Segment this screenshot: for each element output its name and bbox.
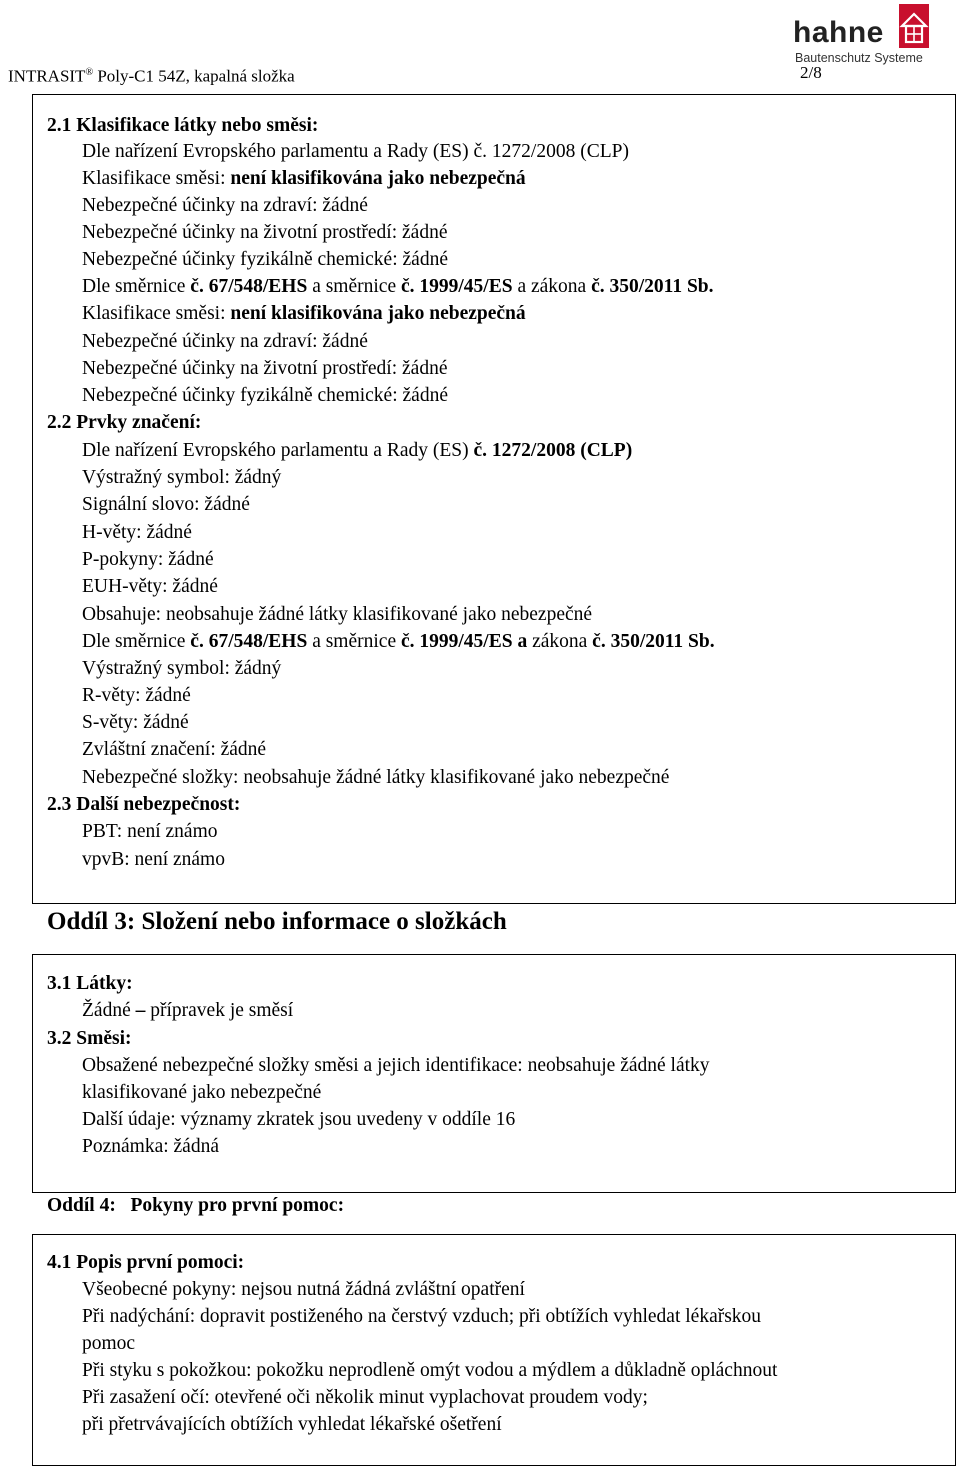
heading-2-1: 2.1 Klasifikace látky nebo směsi:: [47, 115, 319, 136]
heading-2-3: 2.3 Další nebezpečnost:: [47, 794, 241, 815]
logo-word: hahne: [793, 16, 884, 49]
substance-line: Žádné – přípravek je směsí: [82, 1000, 294, 1021]
product-name: INTRASIT: [8, 66, 86, 86]
health-effects-2: Nebezpečné účinky na zdraví: žádné: [82, 331, 368, 352]
clp-line-2: Dle nařízení Evropského parlamentu a Rady (ES) č. 1272/2008 (CLP): [82, 440, 633, 461]
further-info: Další údaje: významy zkratek jsou uvedeny v oddíle 16: [82, 1109, 516, 1130]
mixture-components: Obsažené nebezpečné složky směsi a jejich identifikace: neobsahuje žádné látky: [82, 1055, 710, 1076]
contains-line: Obsahuje: neobsahuje žádné látky klasifikované jako nebezpečné: [82, 604, 593, 625]
r-phrases: R-věty: žádné: [82, 685, 191, 706]
p-statements: P-pokyny: žádné: [82, 549, 214, 570]
health-effects: Nebezpečné účinky na zdraví: žádné: [82, 195, 368, 216]
clp-line: Dle nařízení Evropského parlamentu a Rady (ES) č. 1272/2008 (CLP): [82, 141, 629, 162]
classification-line: Klasifikace směsi: není klasifikována jako nebezpečná: [82, 168, 526, 189]
environment-effects: Nebezpečné účinky na životní prostředí: žádné: [82, 222, 448, 243]
note-line: Poznámka: žádná: [82, 1136, 219, 1157]
heading-3-2: 3.2 Směsi:: [47, 1028, 132, 1049]
mixture-components-2: klasifikované jako nebezpečné: [82, 1082, 322, 1103]
h-statements: H-věty: žádné: [82, 522, 192, 543]
warning-symbol: Výstražný symbol: žádný: [82, 467, 282, 488]
physchem-effects: Nebezpečné účinky fyzikálně chemické: žádné: [82, 249, 448, 270]
vpvb-line: vpvB: není známo: [82, 849, 225, 870]
euh-statements: EUH-věty: žádné: [82, 576, 218, 597]
directive-line: Dle směrnice č. 67/548/EHS a směrnice č. 1999/45/ES a zákona č. 350/2011 Sb.: [82, 276, 714, 297]
warning-symbol-2: Výstražný symbol: žádný: [82, 658, 282, 679]
general-advice: Všeobecné pokyny: nejsou nutná žádná zvláštní opatření: [82, 1279, 525, 1300]
eye-contact-advice: Při zasažení očí: otevřené oči několik minut vyplachovat proudem vody;: [82, 1387, 648, 1408]
inhalation-advice: Při nadýchání: dopravit postiženého na čerstvý vzduch; při obtížích vyhledat lékařskou: [82, 1306, 762, 1327]
inhalation-advice-2: pomoc: [82, 1333, 136, 1354]
skin-contact-advice: Při styku s pokožkou: pokožku neprodleně omýt vodou a mýdlem a důkladně opláchnout: [82, 1360, 778, 1381]
house-logo-icon: [899, 4, 929, 48]
section-3-heading: Oddíl 3: Složení nebo informace o složkách: [47, 908, 507, 935]
page-number: 2/8: [800, 63, 822, 82]
environment-effects-2: Nebezpečné účinky na životní prostředí: žádné: [82, 358, 448, 379]
physchem-effects-2: Nebezpečné účinky fyzikálně chemické: žádné: [82, 385, 448, 406]
registered-mark: ®: [85, 67, 94, 78]
heading-4-1: 4.1 Popis první pomoci:: [47, 1252, 245, 1273]
pbt-line: PBT: není známo: [82, 821, 218, 842]
section-4-heading: Oddíl 4: Pokyny pro první pomoc:: [47, 1195, 345, 1216]
eye-contact-advice-2: při přetrvávajících obtížích vyhledat lékařské ošetření: [82, 1414, 502, 1435]
special-labelling: Zvláštní značení: žádné: [82, 739, 267, 760]
hahne-logo: [793, 4, 955, 66]
directive-line-2: Dle směrnice č. 67/548/EHS a směrnice č. 1999/45/ES a zákona č. 350/2011 Sb.: [82, 631, 715, 652]
product-description: Poly-C1 54Z, kapalná složka: [97, 66, 295, 86]
logo-subtitle: Bautenschutz Systeme: [795, 51, 923, 65]
document-header: [8, 62, 295, 88]
heading-2-2: 2.2 Prvky značení:: [47, 412, 202, 433]
classification-line-2: Klasifikace směsi: není klasifikována jako nebezpečná: [82, 303, 526, 324]
s-phrases: S-věty: žádné: [82, 712, 189, 733]
heading-3-1: 3.1 Látky:: [47, 973, 133, 994]
signal-word: Signální slovo: žádné: [82, 494, 250, 515]
hazardous-components: Nebezpečné složky: neobsahuje žádné látky klasifikované jako nebezpečné: [82, 767, 670, 788]
